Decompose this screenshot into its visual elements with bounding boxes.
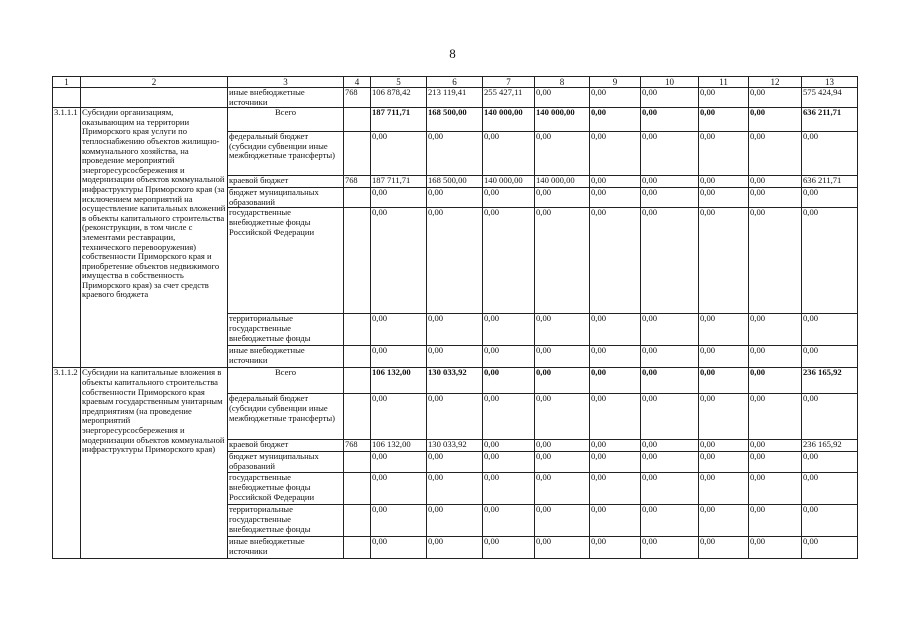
value-cell: 0,00 — [535, 452, 590, 473]
value-cell: 0,00 — [641, 108, 699, 132]
value-cell: 0,00 — [749, 440, 802, 452]
value-cell: 0,00 — [699, 88, 749, 108]
item-number: 3.1.1.2 — [53, 368, 81, 559]
value-cell: 0,00 — [641, 505, 699, 537]
value-cell: 0,00 — [641, 176, 699, 188]
column-header: 2 — [81, 77, 228, 88]
value-cell: 0,00 — [590, 176, 641, 188]
value-cell: 0,00 — [535, 188, 590, 208]
table-row — [53, 108, 858, 132]
value-cell: 0,00 — [427, 314, 483, 346]
column-header: 7 — [483, 77, 535, 88]
value-cell: 0,00 — [802, 473, 858, 505]
funding-source-cell: федеральный бюджет (субсидии субвенции иные межбюджетные трансферты) — [228, 132, 344, 176]
value-cell: 0,00 — [749, 394, 802, 440]
value-cell: 130 033,92 — [427, 368, 483, 394]
value-cell: 636 211,71 — [802, 176, 858, 188]
column-header: 9 — [590, 77, 641, 88]
value-cell: 0,00 — [535, 368, 590, 394]
value-cell: 0,00 — [699, 537, 749, 559]
value-cell: 0,00 — [590, 452, 641, 473]
code-cell — [344, 108, 371, 132]
table-row — [53, 88, 858, 108]
value-cell: 0,00 — [371, 537, 427, 559]
value-cell: 0,00 — [749, 208, 802, 314]
value-cell: 168 500,00 — [427, 108, 483, 132]
value-cell: 0,00 — [590, 505, 641, 537]
value-cell: 0,00 — [590, 440, 641, 452]
column-header: 12 — [749, 77, 802, 88]
value-cell: 0,00 — [699, 452, 749, 473]
value-cell: 106 132,00 — [371, 368, 427, 394]
value-cell: 575 424,94 — [802, 88, 858, 108]
value-cell: 0,00 — [749, 346, 802, 368]
value-cell: 168 500,00 — [427, 176, 483, 188]
funding-source-cell: иные внебюджетные источники — [228, 346, 344, 368]
value-cell: 0,00 — [802, 505, 858, 537]
funding-source-cell: государственные внебюджетные фонды Российской Федерации — [228, 208, 344, 314]
code-cell — [344, 208, 371, 314]
value-cell: 0,00 — [427, 188, 483, 208]
value-cell: 0,00 — [371, 473, 427, 505]
value-cell: 0,00 — [590, 394, 641, 440]
funding-source-cell: бюджет муниципальных образований — [228, 188, 344, 208]
value-cell: 0,00 — [371, 394, 427, 440]
value-cell: 236 165,92 — [802, 368, 858, 394]
value-cell: 0,00 — [802, 188, 858, 208]
item-name: Субсидии на капитальные вложения в объекты капитального строительства собственности Приморского края краевым государственным унитарным предприятиям (на проведение мероприятий энергоресурсосбережения и модернизации объектов коммунальной инфраструктуры Приморского края) — [81, 368, 228, 559]
value-cell: 0,00 — [483, 208, 535, 314]
value-cell: 0,00 — [699, 208, 749, 314]
value-cell: 0,00 — [535, 346, 590, 368]
code-cell — [344, 188, 371, 208]
value-cell: 0,00 — [749, 132, 802, 176]
column-header-row — [53, 77, 858, 88]
value-cell: 0,00 — [749, 108, 802, 132]
value-cell: 0,00 — [749, 452, 802, 473]
value-cell: 0,00 — [699, 346, 749, 368]
funding-source-cell: бюджет муниципальных образований — [228, 452, 344, 473]
funding-source-cell: иные внебюджетные источники — [228, 88, 344, 108]
funding-source-cell: иные внебюджетные источники — [228, 537, 344, 559]
value-cell: 0,00 — [749, 176, 802, 188]
item-name: Субсидии организациям, оказывающим на территории Приморского края услуги по теплоснабжению объектов жилищно-коммунального хозяйства, на проведение мероприятий энергоресурсосбережения и модернизации объектов коммунальной инфраструктуры Приморского края (за исключением мероприятий на осуществление капитальных вложений в объекты капитального строительства (реконструкции, в том числе с элементами реставрации, технического перевооружения) собственности Приморского края и приобретение объектов недвижимого имущества в собственность Приморского края) за счет средств краевого бюджета — [81, 108, 228, 368]
value-cell: 0,00 — [749, 537, 802, 559]
value-cell: 140 000,00 — [483, 176, 535, 188]
code-cell — [344, 473, 371, 505]
value-cell: 0,00 — [483, 505, 535, 537]
value-cell: 0,00 — [535, 473, 590, 505]
value-cell: 0,00 — [699, 394, 749, 440]
value-cell: 0,00 — [590, 108, 641, 132]
value-cell: 0,00 — [641, 452, 699, 473]
funding-source-cell: территориальные государственные внебюджетные фонды — [228, 314, 344, 346]
funding-source-cell: Всего — [228, 108, 344, 132]
value-cell: 0,00 — [802, 208, 858, 314]
value-cell: 0,00 — [749, 314, 802, 346]
value-cell: 0,00 — [749, 505, 802, 537]
value-cell: 0,00 — [535, 88, 590, 108]
column-header: 13 — [802, 77, 858, 88]
value-cell: 0,00 — [483, 452, 535, 473]
value-cell: 0,00 — [371, 208, 427, 314]
value-cell: 0,00 — [802, 537, 858, 559]
code-cell — [344, 537, 371, 559]
value-cell: 0,00 — [427, 394, 483, 440]
code-cell: 768 — [344, 88, 371, 108]
value-cell: 213 119,41 — [427, 88, 483, 108]
value-cell: 0,00 — [699, 108, 749, 132]
value-cell: 0,00 — [641, 88, 699, 108]
value-cell: 0,00 — [535, 440, 590, 452]
value-cell: 0,00 — [371, 346, 427, 368]
column-header: 4 — [344, 77, 371, 88]
value-cell: 140 000,00 — [483, 108, 535, 132]
value-cell: 140 000,00 — [535, 108, 590, 132]
value-cell: 0,00 — [483, 394, 535, 440]
value-cell: 0,00 — [699, 473, 749, 505]
value-cell: 0,00 — [749, 473, 802, 505]
column-header: 3 — [228, 77, 344, 88]
code-cell — [344, 346, 371, 368]
value-cell: 187 711,71 — [371, 108, 427, 132]
value-cell: 0,00 — [641, 394, 699, 440]
value-cell: 0,00 — [483, 368, 535, 394]
column-header: 10 — [641, 77, 699, 88]
value-cell: 0,00 — [802, 132, 858, 176]
value-cell: 0,00 — [749, 368, 802, 394]
code-cell: 768 — [344, 440, 371, 452]
item-number: 3.1.1.1 — [53, 108, 81, 368]
value-cell: 0,00 — [699, 176, 749, 188]
value-cell: 0,00 — [641, 132, 699, 176]
value-cell: 0,00 — [371, 505, 427, 537]
value-cell: 0,00 — [535, 394, 590, 440]
value-cell: 0,00 — [590, 346, 641, 368]
value-cell: 255 427,11 — [483, 88, 535, 108]
value-cell: 0,00 — [590, 132, 641, 176]
value-cell: 0,00 — [535, 505, 590, 537]
funding-source-cell: территориальные государственные внебюджетные фонды — [228, 505, 344, 537]
value-cell: 130 033,92 — [427, 440, 483, 452]
value-cell: 0,00 — [427, 473, 483, 505]
table-body — [53, 77, 858, 559]
value-cell: 0,00 — [371, 188, 427, 208]
page-number: 8 — [449, 46, 456, 61]
value-cell: 0,00 — [641, 346, 699, 368]
value-cell: 0,00 — [802, 394, 858, 440]
value-cell: 0,00 — [483, 440, 535, 452]
value-cell: 636 211,71 — [802, 108, 858, 132]
value-cell: 0,00 — [427, 537, 483, 559]
value-cell: 0,00 — [590, 314, 641, 346]
value-cell: 0,00 — [535, 208, 590, 314]
value-cell: 0,00 — [641, 368, 699, 394]
row-name-cell — [81, 88, 228, 108]
value-cell: 0,00 — [749, 88, 802, 108]
funding-source-cell: краевой бюджет — [228, 440, 344, 452]
value-cell: 0,00 — [371, 452, 427, 473]
code-cell — [344, 452, 371, 473]
value-cell: 236 165,92 — [802, 440, 858, 452]
value-cell: 0,00 — [590, 537, 641, 559]
value-cell: 0,00 — [535, 314, 590, 346]
row-number-cell — [53, 88, 81, 108]
value-cell: 0,00 — [483, 537, 535, 559]
value-cell: 106 132,00 — [371, 440, 427, 452]
column-header: 6 — [427, 77, 483, 88]
value-cell: 0,00 — [699, 314, 749, 346]
value-cell: 0,00 — [699, 368, 749, 394]
value-cell: 0,00 — [641, 188, 699, 208]
code-cell — [344, 368, 371, 394]
value-cell: 0,00 — [535, 537, 590, 559]
value-cell: 0,00 — [641, 473, 699, 505]
value-cell: 0,00 — [641, 440, 699, 452]
value-cell: 0,00 — [699, 505, 749, 537]
value-cell: 0,00 — [427, 452, 483, 473]
value-cell: 0,00 — [699, 132, 749, 176]
value-cell: 0,00 — [371, 132, 427, 176]
funding-source-cell: государственные внебюджетные фонды Российской Федерации — [228, 473, 344, 505]
value-cell: 187 711,71 — [371, 176, 427, 188]
value-cell: 0,00 — [699, 440, 749, 452]
value-cell: 0,00 — [699, 188, 749, 208]
value-cell: 0,00 — [427, 208, 483, 314]
value-cell: 140 000,00 — [535, 176, 590, 188]
value-cell: 0,00 — [427, 132, 483, 176]
code-cell — [344, 314, 371, 346]
value-cell: 0,00 — [483, 132, 535, 176]
value-cell: 0,00 — [641, 537, 699, 559]
code-cell — [344, 505, 371, 537]
value-cell: 0,00 — [371, 314, 427, 346]
value-cell: 0,00 — [590, 473, 641, 505]
value-cell: 0,00 — [590, 368, 641, 394]
value-cell: 0,00 — [749, 188, 802, 208]
column-header: 1 — [53, 77, 81, 88]
value-cell: 106 878,42 — [371, 88, 427, 108]
funding-source-cell: краевой бюджет — [228, 176, 344, 188]
value-cell: 0,00 — [483, 314, 535, 346]
code-cell — [344, 394, 371, 440]
value-cell: 0,00 — [641, 314, 699, 346]
value-cell: 0,00 — [590, 188, 641, 208]
value-cell: 0,00 — [535, 132, 590, 176]
value-cell: 0,00 — [641, 208, 699, 314]
column-header: 5 — [371, 77, 427, 88]
value-cell: 0,00 — [802, 314, 858, 346]
value-cell: 0,00 — [590, 208, 641, 314]
funding-source-cell: Всего — [228, 368, 344, 394]
value-cell: 0,00 — [483, 188, 535, 208]
value-cell: 0,00 — [802, 346, 858, 368]
column-header: 11 — [699, 77, 749, 88]
code-cell — [344, 132, 371, 176]
value-cell: 0,00 — [427, 505, 483, 537]
table-row — [53, 368, 858, 394]
value-cell: 0,00 — [483, 346, 535, 368]
funding-source-cell: федеральный бюджет (субсидии субвенции иные межбюджетные трансферты) — [228, 394, 344, 440]
value-cell: 0,00 — [590, 88, 641, 108]
code-cell: 768 — [344, 176, 371, 188]
value-cell: 0,00 — [427, 346, 483, 368]
column-header: 8 — [535, 77, 590, 88]
value-cell: 0,00 — [802, 452, 858, 473]
value-cell: 0,00 — [483, 473, 535, 505]
budget-table — [52, 76, 858, 559]
